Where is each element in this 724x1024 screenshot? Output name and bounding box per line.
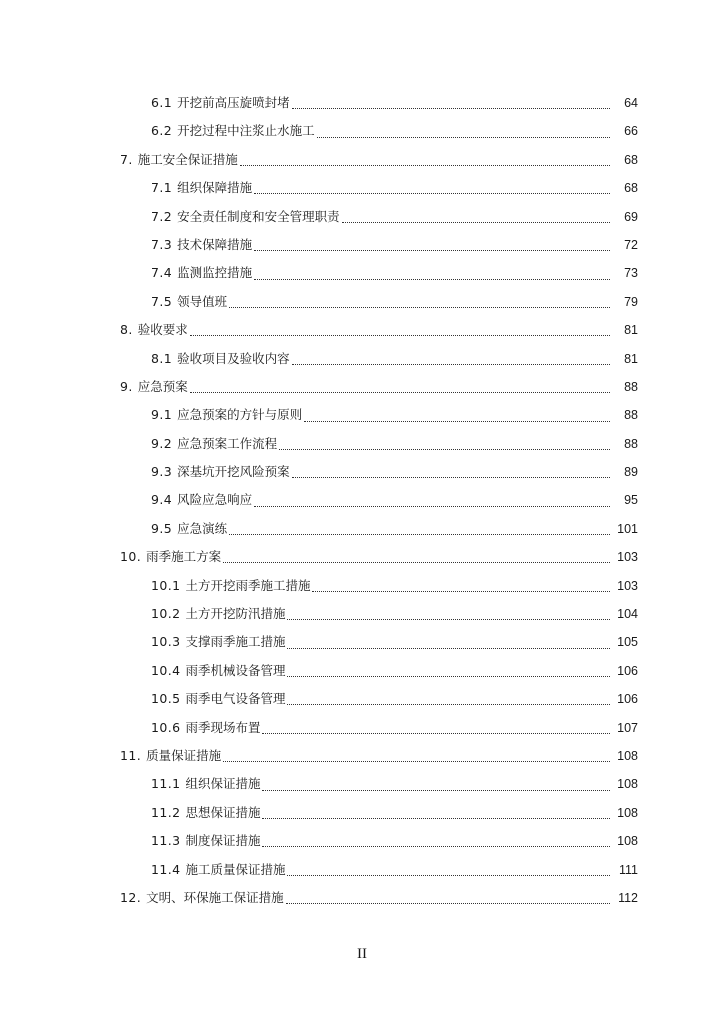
toc-entry-title: 组织保障措施 (177, 180, 253, 196)
toc-dot-leader (287, 675, 610, 677)
toc-entry-number: 9.3 (151, 464, 173, 480)
toc-dot-leader (312, 590, 610, 592)
toc-entry-page-number: 64 (624, 96, 638, 110)
toc-chapter-entry[interactable] (0, 316, 724, 344)
page-number: II (357, 946, 367, 962)
toc-section-entry[interactable] (0, 259, 724, 287)
toc-entry-page-number: 68 (624, 181, 638, 196)
toc-entry-number: 10.3 (151, 634, 181, 650)
toc-dot-leader (286, 902, 610, 904)
toc-entry-title: 深基坑开挖风险预案 (177, 464, 290, 480)
toc-entry-title: 雨季电气设备管理 (185, 691, 286, 707)
toc-dot-leader (223, 760, 610, 762)
toc-section-entry[interactable] (0, 827, 724, 855)
toc-entry-number: 11. (120, 747, 142, 763)
toc-dot-leader (190, 391, 610, 393)
toc-entry-title: 开挖前高压旋喷封堵 (177, 95, 290, 110)
toc-section-entry[interactable] (0, 174, 724, 202)
toc-dot-leader (254, 505, 610, 507)
toc-entry-page-number: 107 (617, 720, 638, 735)
toc-entry-page-number: 72 (624, 237, 638, 252)
toc-entry-number: 11.3 (151, 833, 181, 849)
toc-section-entry[interactable] (0, 89, 724, 117)
toc-entry-number: 7.1 (151, 180, 173, 196)
toc-entry-title: 风险应急响应 (177, 492, 253, 508)
toc-dot-leader (223, 561, 610, 563)
toc-chapter-entry[interactable] (0, 146, 724, 174)
toc-dot-leader (240, 164, 610, 166)
toc-chapter-entry[interactable] (0, 884, 724, 912)
toc-dot-leader (254, 278, 610, 280)
toc-dot-leader (342, 221, 610, 223)
toc-entry-page-number: 73 (624, 266, 638, 281)
toc-entry-title: 验收项目及验收内容 (177, 350, 290, 366)
toc-section-entry[interactable] (0, 458, 724, 486)
toc-entry-page-number: 88 (624, 379, 638, 394)
toc-chapter-entry[interactable] (0, 543, 724, 571)
toc-entry-page-number: 111 (618, 862, 638, 877)
toc-entry-page-number: 103 (617, 578, 638, 593)
toc-entry-title: 验收要求 (137, 322, 188, 338)
toc-entry-number: 10.6 (151, 719, 181, 735)
toc-section-entry[interactable] (0, 600, 724, 628)
toc-entry-number: 10. (120, 549, 142, 565)
toc-entry-number: 11.1 (151, 776, 181, 792)
toc-entry-title: 应急预案的方针与原则 (177, 407, 303, 423)
toc-entry-title: 安全责任制度和安全管理职责 (177, 208, 340, 224)
toc-section-entry[interactable] (0, 401, 724, 429)
toc-section-entry[interactable] (0, 714, 724, 742)
toc-chapter-entry[interactable] (0, 373, 724, 401)
toc-dot-leader (287, 703, 610, 705)
toc-entry-number: 9.1 (151, 407, 173, 423)
toc-dot-leader (262, 845, 610, 847)
toc-dot-leader (292, 107, 610, 109)
table-of-contents (0, 89, 724, 912)
toc-entry-title: 雨季现场布置 (185, 719, 261, 735)
toc-entry-title: 制度保证措施 (185, 833, 261, 849)
toc-entry-page-number: 103 (617, 550, 638, 565)
toc-entry-page-number: 105 (617, 635, 638, 650)
toc-entry-title: 领导值班 (177, 293, 228, 309)
toc-chapter-entry[interactable] (0, 742, 724, 770)
toc-dot-leader (287, 647, 610, 649)
toc-section-entry[interactable] (0, 203, 724, 231)
toc-section-entry[interactable] (0, 117, 724, 145)
toc-entry-number: 9. (120, 378, 133, 394)
toc-entry-number: 9.2 (151, 435, 173, 451)
toc-entry-page-number: 112 (618, 890, 638, 905)
toc-dot-leader (254, 249, 610, 251)
toc-entry-title: 应急预案工作流程 (177, 435, 278, 451)
toc-entry-number: 9.4 (151, 492, 173, 508)
toc-entry-page-number: 68 (624, 152, 638, 167)
toc-section-entry[interactable] (0, 685, 724, 713)
toc-dot-leader (279, 448, 610, 450)
toc-entry-title: 施工质量保证措施 (185, 861, 286, 877)
toc-section-entry[interactable] (0, 856, 724, 884)
toc-entry-number: 7.3 (151, 236, 173, 252)
toc-entry-title: 雨季机械设备管理 (185, 662, 286, 678)
toc-entry-page-number: 108 (617, 834, 638, 849)
toc-entry-number: 6.2 (151, 123, 173, 139)
toc-dot-leader (287, 874, 610, 876)
toc-entry-number: 6.1 (151, 95, 173, 110)
toc-section-entry[interactable] (0, 628, 724, 656)
toc-entry-number: 7.4 (151, 265, 173, 281)
toc-section-entry[interactable] (0, 345, 724, 373)
toc-dot-leader (229, 306, 610, 308)
toc-entry-number: 7.2 (151, 208, 173, 224)
toc-section-entry[interactable] (0, 657, 724, 685)
toc-entry-page-number: 81 (624, 351, 638, 366)
toc-entry-number: 7.5 (151, 293, 173, 309)
toc-section-entry[interactable] (0, 799, 724, 827)
toc-section-entry[interactable] (0, 486, 724, 514)
toc-entry-number: 10.5 (151, 691, 181, 707)
toc-section-entry[interactable] (0, 430, 724, 458)
toc-section-entry[interactable] (0, 572, 724, 600)
toc-entry-page-number: 88 (624, 436, 638, 451)
toc-section-entry[interactable] (0, 231, 724, 259)
toc-entry-title: 技术保障措施 (177, 236, 253, 252)
toc-dot-leader (292, 363, 610, 365)
toc-entry-number: 8. (120, 322, 133, 338)
toc-entry-number: 10.1 (151, 577, 181, 593)
toc-entry-title: 土方开挖雨季施工措施 (185, 577, 311, 593)
toc-entry-page-number: 108 (617, 777, 638, 792)
toc-entry-page-number: 69 (624, 209, 638, 224)
toc-dot-leader (262, 789, 610, 791)
toc-entry-page-number: 108 (617, 805, 638, 820)
toc-entry-title: 施工安全保证措施 (137, 151, 238, 167)
toc-dot-leader (262, 817, 610, 819)
toc-section-entry[interactable] (0, 770, 724, 798)
toc-entry-title: 监测监控措施 (177, 265, 253, 281)
toc-entry-page-number: 101 (617, 521, 638, 536)
toc-entry-number: 10.4 (151, 662, 181, 678)
toc-entry-number: 11.4 (151, 861, 181, 877)
toc-entry-page-number: 104 (617, 607, 638, 622)
toc-entry-page-number: 81 (624, 323, 638, 338)
toc-entry-page-number: 106 (617, 692, 638, 707)
toc-entry-title: 质量保证措施 (146, 747, 222, 763)
toc-entry-page-number: 79 (624, 294, 638, 309)
toc-entry-number: 12. (120, 889, 142, 905)
toc-entry-number: 9.5 (151, 520, 173, 536)
toc-entry-page-number: 106 (617, 663, 638, 678)
toc-entry-title: 应急预案 (137, 378, 188, 394)
toc-entry-title: 开挖过程中注浆止水施工 (177, 123, 315, 139)
toc-entry-title: 文明、环保施工保证措施 (146, 889, 284, 905)
toc-dot-leader (254, 192, 610, 194)
toc-entry-page-number: 89 (624, 465, 638, 480)
toc-dot-leader (304, 420, 610, 422)
toc-entry-number: 7. (120, 151, 133, 167)
toc-entry-title: 支撑雨季施工措施 (185, 634, 286, 650)
toc-entry-number: 11.2 (151, 804, 181, 820)
toc-entry-number: 8.1 (151, 350, 173, 366)
toc-section-entry[interactable] (0, 515, 724, 543)
toc-entry-number: 10.2 (151, 606, 181, 622)
toc-entry-title: 应急演练 (177, 520, 228, 536)
toc-entry-title: 思想保证措施 (185, 804, 261, 820)
toc-entry-page-number: 66 (624, 124, 638, 139)
toc-dot-leader (292, 476, 610, 478)
toc-entry-title: 雨季施工方案 (146, 549, 222, 565)
toc-dot-leader (229, 533, 610, 535)
toc-dot-leader (190, 334, 610, 336)
toc-dot-leader (262, 732, 610, 734)
toc-dot-leader (287, 618, 610, 620)
toc-dot-leader (317, 136, 610, 138)
toc-entry-title: 土方开挖防汛措施 (185, 606, 286, 622)
toc-entry-page-number: 95 (624, 493, 638, 508)
toc-entry-page-number: 88 (624, 408, 638, 423)
toc-section-entry[interactable] (0, 288, 724, 316)
toc-entry-page-number: 108 (617, 748, 638, 763)
toc-entry-title: 组织保证措施 (185, 776, 261, 792)
